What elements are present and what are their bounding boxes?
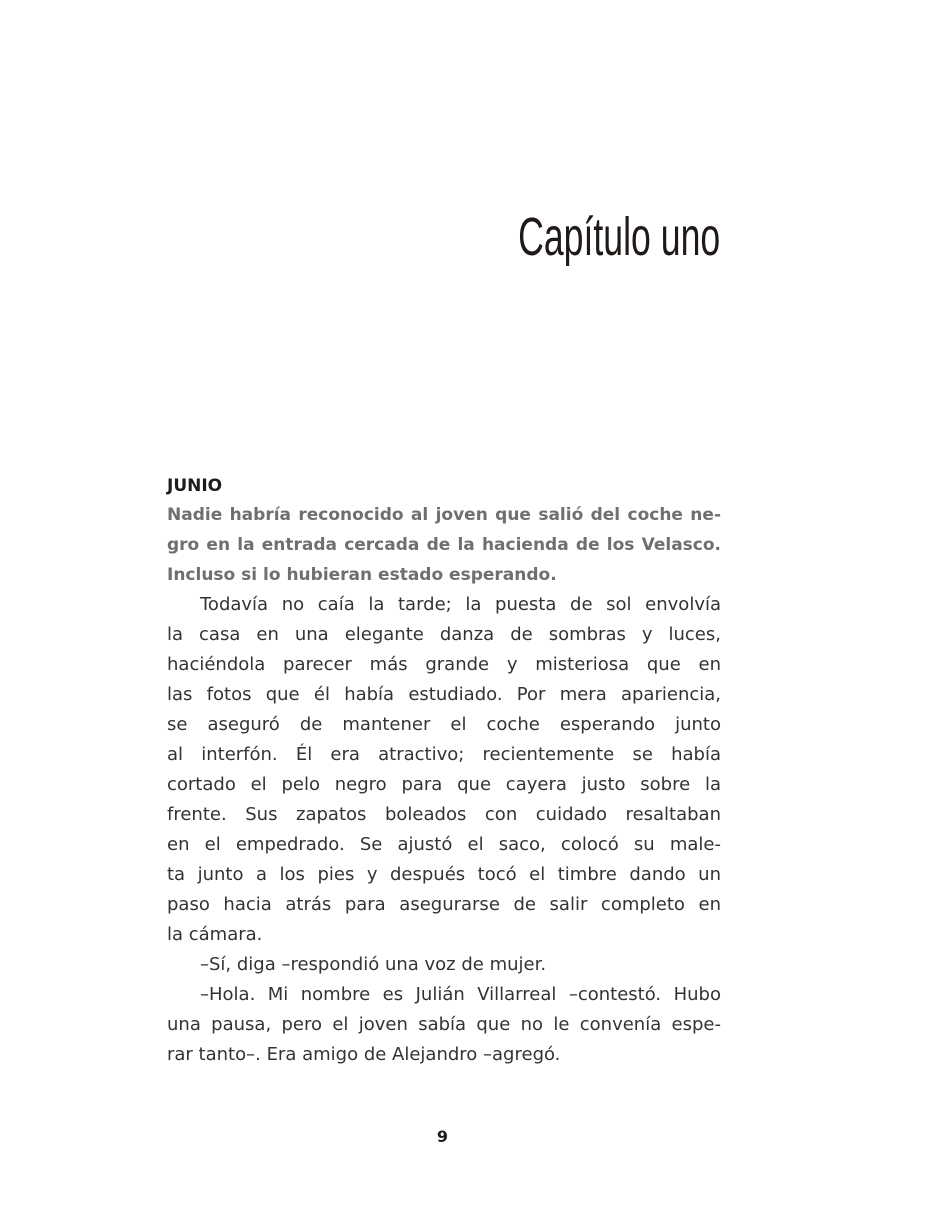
paragraph-line: haciéndola parecer más grande y misteriosa que en	[167, 654, 721, 675]
paragraph-line: al interfón. Él era atractivo; recientemente se había	[167, 744, 721, 765]
paragraph-line: en el empedrado. Se ajustó el saco, colocó su male-	[167, 834, 721, 855]
paragraph-2	[167, 950, 721, 980]
paragraph-line: paso hacia atrás para asegurarse de salir completo en	[167, 894, 721, 915]
paragraph-line: la cámara.	[167, 924, 263, 945]
section-month-heading: JUNIO	[167, 476, 223, 496]
paragraph-line: se aseguró de mantener el coche esperando junto	[167, 714, 721, 735]
paragraph-line: ta junto a los pies y después tocó el timbre dando un	[167, 864, 721, 885]
paragraph-3	[167, 980, 721, 1070]
lead-line: gro en la entrada cercada de la hacienda de los Velasco.	[167, 535, 721, 555]
paragraph-line: –Hola. Mi nombre es Julián Villarreal –contestó. Hubo	[200, 984, 721, 1005]
paragraph-line: las fotos que él había estudiado. Por mera apariencia,	[167, 684, 721, 705]
chapter-title: Capítulo uno	[517, 207, 720, 268]
chapter-body	[167, 472, 721, 1070]
paragraph-line: rar tanto–. Era amigo de Alejandro –agregó.	[167, 1044, 561, 1065]
paragraph-line: la casa en una elegante danza de sombras y luces,	[167, 624, 721, 645]
lead-line: Incluso si lo hubieran estado esperando.	[167, 565, 557, 585]
paragraph-line: –Sí, diga –respondió una voz de mujer.	[200, 954, 547, 975]
lead-line: Nadie habría reconocido al joven que salió del coche ne-	[167, 505, 721, 525]
page-number: 9	[436, 1127, 449, 1146]
paragraph-line: cortado el pelo negro para que cayera justo sobre la	[167, 774, 721, 795]
lead-paragraph	[167, 500, 721, 590]
paragraph-line: una pausa, pero el joven sabía que no le convenía espe-	[167, 1014, 721, 1035]
paragraph-1	[167, 590, 721, 950]
paragraph-line: frente. Sus zapatos boleados con cuidado resaltaban	[167, 804, 721, 825]
paragraph-line: Todavía no caía la tarde; la puesta de sol envolvía	[200, 594, 721, 615]
